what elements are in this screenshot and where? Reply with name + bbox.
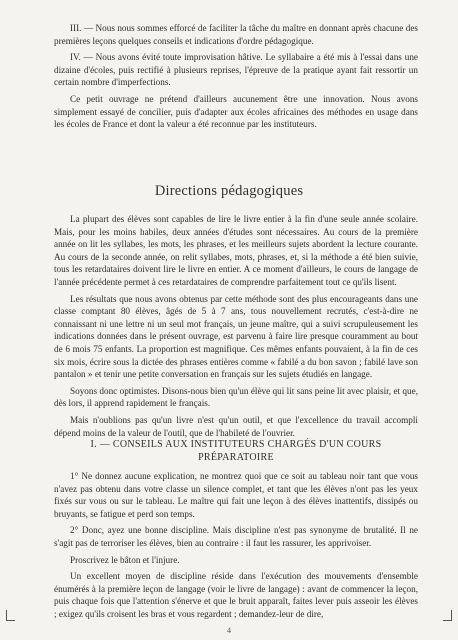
section-1-heading-line2: PRÉPARATOIRE xyxy=(198,452,274,463)
directions-paragraph-1: La plupart des élèves sont capables de lire le livre entier à la fin d'une seule année scolaire. Mais, pour les moins habiles, deux années d'études sont nécessaires. Au cours de la première année on lit les syllabes, les mots, les phrases, et les meilleurs sujets abordent la lecture courante. Au cours de la seconde année, on relit syllabes, mots, phrases, et, si la méthode a été bien suivie, tous les retardataires doivent lire le livre en entier. A ce moment d'ailleurs, le cours de langage de l'année précédente permet à ces retardataires de comprendre parfaitement tout ce qu'ils lisent. xyxy=(54,214,418,287)
section-1-paragraph-3: Proscrivez le bâton et l'injure. xyxy=(70,554,180,565)
intro-paragraph-note: Ce petit ouvrage ne prétend d'ailleurs aucunement être une innovation. Nous avons simplement essayé de concilier, puis d'adapter aux écoles africaines des méthodes en usage dans les écoles de France et dont la valeur a été reconnue par les instituteurs. xyxy=(54,93,418,130)
section-1-heading-line1: I. — CONSEILS AUX INSTITUTEURS CHARGÉS D'UN COURS xyxy=(90,439,382,450)
intro-paragraph-3: III. — Nous nous sommes efforcé de faciliter la tâche du maître en donnant après chacune des premières leçons quelques conseils et indications d'ordre pédagogique. xyxy=(54,23,418,46)
section-1-block xyxy=(54,470,418,625)
directions-block xyxy=(54,213,418,445)
intro-paragraph-4: IV. — Nous avons évité toute improvisation hâtive. Le syllabaire a été mis à l'essai dans une dizaine d'écoles, puis rectifié à plusieurs reprises, l'épreuve de la pratique ayant fait ressortir un certain nombre d'imperfections. xyxy=(54,52,418,88)
directions-heading: Directions pédagogiques xyxy=(154,183,304,199)
directions-paragraph-3: Soyons donc optimistes. Disons-nous bien qu'un élève qui lit sans peine lit avec plaisir, et que, dès lors, il apprend rapidement le français. xyxy=(54,385,418,409)
page-number: 4 xyxy=(227,626,231,635)
section-1-paragraph-4: Un excellent moyen de discipline réside dans l'exécution des mouvements d'ensemble énumérés à la première leçon de langage (voir le livre de langage) : avant de commencer la leçon, puis chaque fois que l'attention s'énerve et que le bruit apparaît, faites lever puis asseoir les élèves ; exigez qu'ils croisent les bras et vous regardent ; demandez-leur de dire, xyxy=(54,571,418,619)
section-1-heading xyxy=(54,438,418,464)
section-1-paragraph-2: 2° Donc, ayez une bonne discipline. Mais discipline n'est pas synonyme de brutalité. Il ne s'agit pas de terroriser les élèves, bien au contraire : il faut les rassurer, les apprivoiser. xyxy=(54,525,418,548)
crop-mark-right xyxy=(443,610,452,621)
intro-block xyxy=(54,22,418,137)
directions-paragraph-2: Les résultats que nous avons obtenus par cette méthode sont des plus encourageants dans une classe comptant 80 élèves, âgés de 5 à 7 ans, tous nouvellement recrutés, c'est-à-dire ne connaissant ni une lettre ni un seul mot français, un jeune maître, qui a suivi scrupuleusement les indications données dans le présent ouvrage, est parvenu à faire lire presque couramment au bout de 6 mois 75 enfants. La proportion est magnifique. Ces mêmes enfants pouvaient, à la fin de ces six mois, écrire sous la dictée des phrases entières comme « fabilé a du bon savon ; fabilé lave son pantalon » et tenir une petite conversation en français sur les sujets étudiés en langage. xyxy=(54,293,418,380)
section-1-paragraph-1: 1° Ne donnez aucune explication, ne montrez quoi que ce soit au tableau noir tant que vous n'avez pas obtenu dans votre classe un silence complet, et tant que les élèves n'ont pas les yeux fixés sur vous ou sur le tableau. Le maître qui fait une leçon à des élèves inattentifs, dissipés ou bruyants, se fatigue et perd son temps. xyxy=(54,471,418,519)
directions-paragraph-4: Mais n'oublions pas qu'un livre n'est qu'un outil, et que l'excellence du travail accompli dépend moins de la valeur de l'outil, que de l'habileté de l'ouvrier. xyxy=(54,414,418,438)
crop-mark-left xyxy=(6,610,15,621)
